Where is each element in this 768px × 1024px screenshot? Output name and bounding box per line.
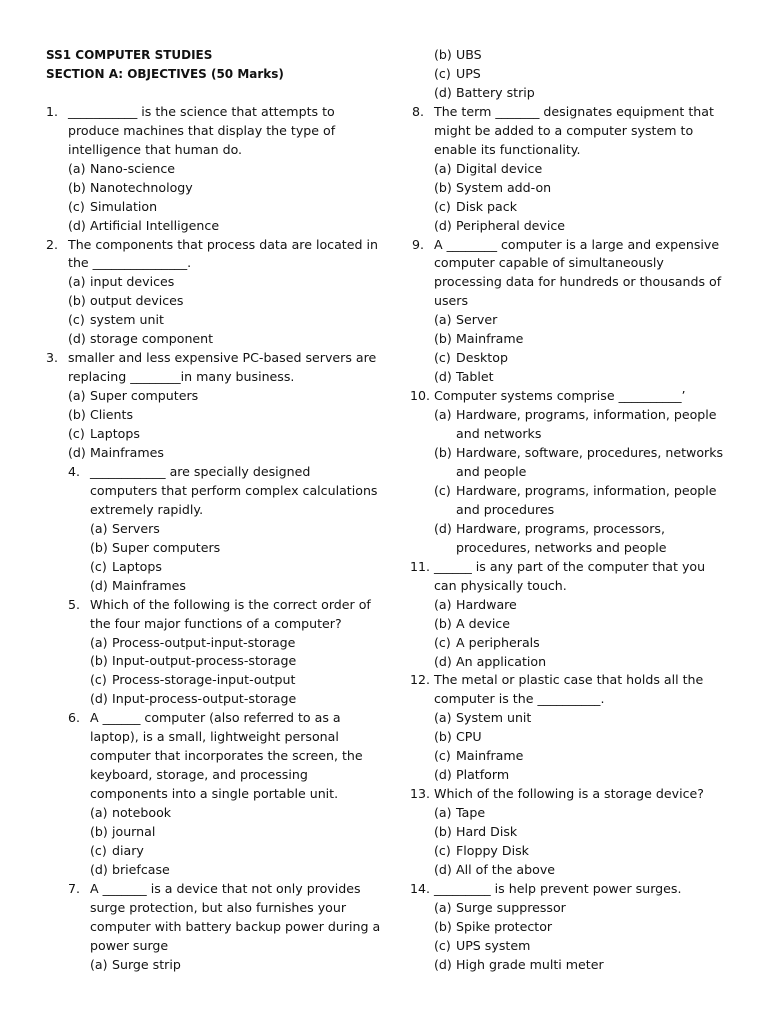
question-text-line: The metal or plastic case that holds all the [434, 672, 704, 688]
option-text: Peripheral device [456, 217, 566, 233]
question-text-line: The components that process data are located in [68, 236, 378, 252]
option-letter: (c) [434, 634, 451, 650]
answer-option [434, 198, 730, 217]
option-text: Platform [456, 767, 510, 783]
option-text: Battery strip [456, 84, 535, 100]
option-letter: (b) [434, 179, 452, 195]
question-item [46, 596, 382, 710]
question-text-line: computer is the __________. [434, 691, 605, 707]
section-heading: SECTION A: OBJECTIVES (50 Marks) [46, 66, 284, 81]
answer-option [434, 615, 730, 634]
left-question-list [46, 103, 382, 975]
option-text: Mainframe [456, 331, 524, 347]
option-letter: (a) [434, 805, 452, 821]
answer-option [68, 444, 382, 463]
answer-option [90, 671, 382, 690]
option-letter: (a) [434, 312, 452, 328]
option-text: Servers [112, 520, 160, 536]
option-letter: (c) [434, 350, 451, 366]
answer-option [434, 330, 730, 349]
option-letter: (d) [68, 445, 86, 460]
option-letter: (c) [434, 198, 451, 214]
answer-option [68, 179, 382, 198]
answer-option [90, 861, 382, 880]
option-letter: (c) [90, 558, 107, 574]
option-text: Hardware, software, procedures, networks [456, 445, 724, 461]
answer-option [434, 444, 730, 482]
option-text: Laptops [90, 426, 140, 442]
option-letter: (d) [434, 217, 452, 233]
option-text: Surge suppressor [456, 899, 566, 915]
option-letter: (d) [68, 331, 86, 347]
answer-option [434, 46, 730, 65]
option-letter: (a) [434, 596, 452, 612]
question-item [412, 785, 730, 880]
question-item [46, 463, 382, 596]
question-text-line: might be added to a computer system to [434, 122, 694, 138]
question-number: 4. [68, 463, 81, 479]
answer-option [434, 520, 730, 558]
question-number: 2. [46, 236, 59, 252]
question-text-line: ______ is any part of the computer that you [434, 558, 706, 574]
option-letter: (b) [434, 445, 452, 461]
question-text-line: Which of the following is the correct order of [90, 596, 371, 612]
option-text: A peripherals [456, 634, 540, 650]
answer-option [68, 273, 382, 292]
option-letter: (b) [90, 824, 108, 840]
question-item [412, 387, 730, 558]
option-letter: (b) [68, 407, 86, 423]
option-text: Mainframes [112, 577, 186, 593]
option-text: UBS [456, 47, 482, 62]
answer-option [68, 311, 382, 330]
answer-option [434, 160, 730, 179]
answer-option [90, 634, 382, 653]
option-letter: (d) [90, 691, 108, 707]
option-letter: (c) [434, 65, 451, 81]
option-text: Digital device [456, 160, 543, 176]
option-letter: (a) [434, 710, 452, 726]
question-item [46, 880, 382, 975]
answer-option [434, 918, 730, 937]
option-text: UPS system [456, 937, 531, 953]
option-letter: (a) [434, 160, 452, 176]
option-text: and people [456, 463, 527, 479]
question-text-line: _________ is help prevent power surges. [434, 880, 682, 896]
option-letter: (b) [68, 179, 86, 195]
question-text-line: computer that incorporates the screen, the [90, 748, 363, 764]
option-letter: (a) [68, 274, 86, 290]
option-text: UPS [456, 65, 481, 81]
option-letter: (a) [434, 899, 452, 915]
answer-option [90, 956, 382, 975]
option-letter: (b) [434, 824, 452, 840]
option-text: Tape [456, 805, 486, 821]
question-text-line: replacing ________in many business. [68, 369, 295, 385]
option-text: Spike protector [456, 918, 553, 934]
answer-option [68, 292, 382, 311]
answer-option [434, 861, 730, 880]
question-text-line: Which of the following is a storage device? [434, 786, 704, 802]
option-text: System add-on [456, 179, 552, 195]
option-text: diary [112, 843, 144, 859]
option-letter: (b) [434, 615, 452, 631]
option-text: Nanotechnology [90, 179, 193, 195]
answer-option [68, 425, 382, 444]
question-text-line: The term _______ designates equipment that [434, 103, 714, 119]
option-text: Floppy Disk [456, 843, 529, 859]
option-letter: (d) [434, 653, 452, 669]
answer-option [434, 406, 730, 444]
question-text-line: users [434, 293, 469, 309]
question-text-line: laptop), is a small, lightweight personal [90, 729, 339, 745]
answer-option [68, 160, 382, 179]
question-text-line: intelligence that human do. [68, 141, 243, 157]
question-text-line: power surge [90, 937, 169, 953]
option-text: Artificial Intelligence [90, 217, 220, 233]
question-item [412, 671, 730, 785]
question-text-line: the _______________. [68, 255, 192, 271]
question-item [412, 880, 730, 975]
question-item [412, 236, 730, 388]
question-text-line: processing data for hundreds or thousands of [434, 274, 722, 290]
option-letter: (a) [90, 805, 108, 821]
question-item [412, 103, 730, 236]
option-letter: (a) [434, 407, 452, 423]
option-text: System unit [456, 710, 532, 726]
option-letter: (b) [434, 331, 452, 347]
answer-option [90, 558, 382, 577]
question-item [46, 709, 382, 880]
option-text: procedures, networks and people [456, 539, 667, 555]
question-number: 14. [410, 880, 431, 896]
option-letter: (d) [434, 767, 452, 783]
option-text: journal [112, 824, 156, 840]
option-letter: (a) [68, 388, 86, 404]
option-letter: (b) [90, 539, 108, 555]
option-letter: (a) [68, 160, 86, 176]
spacer [46, 84, 382, 103]
option-text: Hardware, programs, processors, [456, 520, 665, 536]
answer-option [90, 804, 382, 823]
option-text: Input-process-output-storage [112, 691, 297, 707]
question-text-line: surge protection, but also furnishes your [90, 899, 347, 915]
option-letter: (c) [434, 937, 451, 953]
question-number: 8. [412, 103, 425, 119]
option-text: An application [456, 653, 547, 669]
option-text: Laptops [112, 558, 162, 574]
answer-option [434, 482, 730, 520]
question-text-line: ___________ is the science that attempts to [68, 103, 335, 119]
answer-option [90, 823, 382, 842]
question-number: 6. [68, 710, 81, 726]
answer-option [434, 368, 730, 387]
option-text: output devices [90, 293, 184, 309]
option-letter: (d) [434, 520, 452, 536]
option-letter: (d) [434, 956, 452, 972]
option-text: A device [456, 615, 510, 631]
answer-option [434, 747, 730, 766]
answer-option [434, 728, 730, 747]
answer-option [90, 842, 382, 861]
question-text-line: enable its functionality. [434, 141, 581, 157]
option-letter: (b) [434, 47, 452, 62]
option-text: Process-output-input-storage [112, 634, 296, 650]
question-number: 3. [46, 350, 59, 366]
option-text: Mainframe [456, 748, 524, 764]
left-column [46, 46, 382, 975]
question-item [412, 558, 730, 672]
option-text: Server [456, 312, 498, 328]
option-text: system unit [90, 312, 164, 328]
option-text: Desktop [456, 350, 508, 366]
option-text: Surge strip [112, 956, 181, 972]
right-column [412, 46, 730, 975]
answer-option [434, 766, 730, 785]
answer-option [434, 804, 730, 823]
question-number: 12. [410, 672, 431, 688]
question-text-line: smaller and less expensive PC-based servers are [68, 350, 377, 366]
option-letter: (c) [434, 843, 451, 859]
option-text: Hardware [456, 596, 517, 612]
answer-option [434, 899, 730, 918]
question-text-line: the four major functions of a computer? [90, 615, 342, 631]
question-number: 9. [412, 236, 425, 252]
answer-option [434, 311, 730, 330]
question-text-line: computer capable of simultaneously [434, 255, 664, 271]
answer-option [434, 65, 730, 84]
question-text-line: computers that perform complex calculations [90, 482, 378, 498]
question-number: 10. [410, 388, 431, 404]
option-text: input devices [90, 274, 175, 290]
answer-option [434, 823, 730, 842]
question-text-line: extremely rapidly. [90, 501, 204, 517]
option-letter: (d) [434, 861, 452, 877]
option-text: Mainframes [90, 445, 164, 460]
answer-option [434, 84, 730, 103]
answer-option [434, 709, 730, 728]
answer-option [90, 690, 382, 709]
option-letter: (d) [434, 84, 452, 100]
option-text: and procedures [456, 501, 555, 517]
option-text: Simulation [90, 198, 158, 214]
question-item [412, 46, 730, 103]
question-text-line: Computer systems comprise __________’ [434, 388, 686, 404]
question-number: 5. [68, 596, 81, 612]
question-text-line: produce machines that display the type of [68, 122, 336, 138]
answer-option [68, 406, 382, 425]
option-letter: (d) [434, 369, 452, 385]
answer-option [434, 596, 730, 615]
answer-option [68, 387, 382, 406]
option-text: CPU [456, 729, 482, 745]
option-text: Disk pack [456, 198, 517, 214]
answer-option [434, 217, 730, 236]
option-text: Super computers [90, 388, 199, 404]
option-letter: (b) [68, 293, 86, 309]
answer-option [434, 349, 730, 368]
option-text: notebook [112, 805, 172, 821]
answer-option [434, 956, 730, 975]
question-number: 7. [68, 880, 81, 896]
option-letter: (c) [90, 843, 107, 859]
answer-option [434, 937, 730, 956]
option-letter: (c) [434, 482, 451, 498]
option-letter: (b) [434, 729, 452, 745]
option-letter: (b) [434, 918, 452, 934]
answer-option [90, 652, 382, 671]
question-item [46, 349, 382, 463]
option-letter: (d) [90, 577, 108, 593]
option-letter: (a) [90, 520, 108, 536]
option-text: All of the above [456, 861, 556, 877]
question-text-line: keyboard, storage, and processing [90, 767, 308, 783]
answer-option [90, 577, 382, 596]
question-number: 1. [46, 103, 59, 119]
option-text: Input-output-process-storage [112, 653, 297, 669]
option-letter: (d) [68, 217, 86, 233]
answer-option [434, 634, 730, 653]
document-title: SS1 COMPUTER STUDIES [46, 48, 213, 62]
option-letter: (c) [90, 672, 107, 688]
question-text-line: A _______ is a device that not only provides [90, 880, 361, 896]
option-letter: (b) [90, 653, 108, 669]
option-text: briefcase [112, 861, 170, 877]
option-text: Super computers [112, 539, 221, 555]
option-text: storage component [90, 331, 214, 347]
option-letter: (d) [90, 861, 108, 877]
option-text: and networks [456, 426, 542, 442]
question-text-line: A ______ computer (also referred to as a [90, 710, 341, 726]
option-letter: (c) [68, 426, 85, 442]
answer-option [434, 653, 730, 672]
answer-option [68, 198, 382, 217]
question-item [46, 236, 382, 350]
question-text-line: ____________ are specially designed [90, 463, 311, 479]
option-text: Hardware, programs, information, people [456, 407, 717, 423]
answer-option [434, 842, 730, 861]
answer-option [68, 330, 382, 349]
question-item [46, 103, 382, 236]
option-text: Hardware, programs, information, people [456, 482, 717, 498]
right-question-list [412, 46, 730, 975]
question-number: 11. [410, 558, 431, 574]
question-text-line: A ________ computer is a large and expensive [434, 236, 720, 252]
answer-option [90, 520, 382, 539]
question-text-line: components into a single portable unit. [90, 786, 339, 802]
question-text-line: computer with battery backup power during a [90, 918, 381, 934]
option-letter: (c) [68, 198, 85, 214]
answer-option [434, 179, 730, 198]
option-letter: (c) [434, 748, 451, 764]
option-text: Process-storage-input-output [112, 672, 296, 688]
answer-option [90, 539, 382, 558]
option-text: Clients [90, 407, 134, 423]
option-text: Tablet [456, 369, 494, 385]
question-number: 13. [410, 786, 431, 802]
option-text: Hard Disk [456, 824, 518, 840]
question-text-line: can physically touch. [434, 577, 567, 593]
option-text: Nano-science [90, 160, 175, 176]
option-letter: (c) [68, 312, 85, 328]
option-letter: (a) [90, 956, 108, 972]
option-letter: (a) [90, 634, 108, 650]
option-text: High grade multi meter [456, 956, 604, 972]
answer-option [68, 217, 382, 236]
